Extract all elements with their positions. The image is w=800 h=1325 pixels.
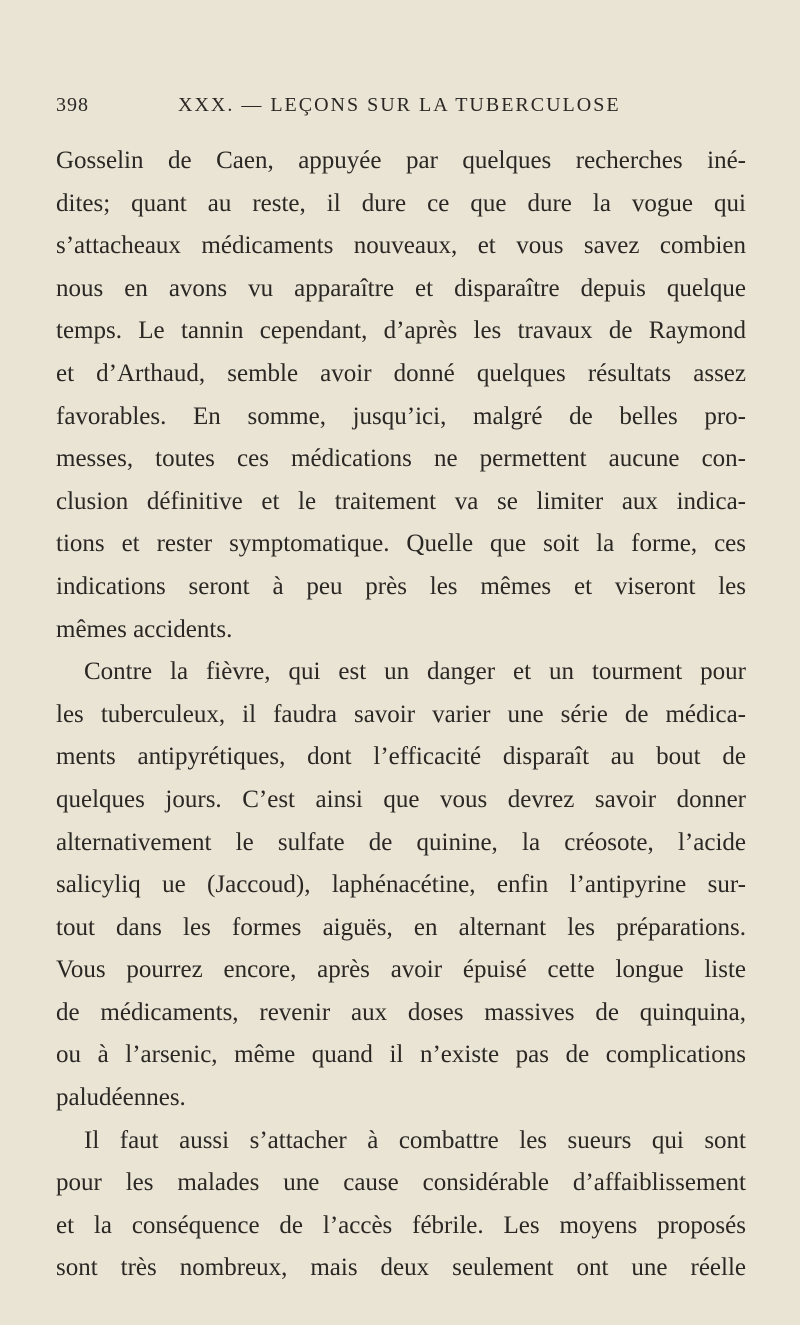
text-line: Il faut aussi s’attacher à combattre les sueurs qui sont bbox=[84, 1126, 746, 1154]
text-line: Contre la fièvre, qui est un danger et un tourment pour bbox=[84, 658, 746, 686]
text-line: Vous pourrez encore, après avoir épuisé cette longue liste bbox=[56, 956, 746, 984]
text-line: ou à l’arsenic, même quand il n’existe pas de complications bbox=[56, 1041, 746, 1069]
text-line: dites; quant au reste, il dure ce que dure la vogue qui bbox=[56, 189, 746, 217]
text-line: tions et rester symptomatique. Quelle que soit la forme, ces bbox=[56, 530, 746, 558]
paragraph-1 bbox=[56, 140, 746, 651]
text-line: s’attacheaux médicaments nouveaux, et vous savez combien bbox=[56, 232, 746, 260]
running-head: XXX. — LEÇONS SUR LA TUBERCULOSE bbox=[178, 94, 621, 116]
text-line: temps. Le tannin cependant, d’après les travaux de Raymond bbox=[56, 317, 746, 345]
text-line: messes, toutes ces médications ne permettent aucune con- bbox=[56, 445, 746, 473]
text-line: salicyliq ue (Jaccoud), laphénacétine, enfin l’antipyrine sur- bbox=[56, 871, 746, 899]
text-line: clusion définitive et le traitement va se limiter aux indica- bbox=[56, 487, 746, 515]
text-line: sont très nombreux, mais deux seulement ont une réelle bbox=[56, 1254, 746, 1282]
text-line: de médicaments, revenir aux doses massives de quinquina, bbox=[56, 998, 746, 1026]
text-line: quelques jours. C’est ainsi que vous devrez savoir donner bbox=[56, 785, 746, 813]
paragraph-3 bbox=[56, 1120, 746, 1290]
text-line: tout dans les formes aiguës, en alternant les préparations. bbox=[56, 913, 746, 941]
body-text bbox=[56, 140, 746, 1290]
text-line: et d’Arthaud, semble avoir donné quelques résultats assez bbox=[56, 359, 746, 387]
text-line: favorables. En somme, jusqu’ici, malgré de belles pro- bbox=[56, 402, 746, 430]
text-line: paludéennes. bbox=[56, 1084, 186, 1112]
text-line: indications seront à peu près les mêmes et viseront les bbox=[56, 572, 746, 600]
text-line: mêmes accidents. bbox=[56, 615, 233, 643]
text-line: Gosselin de Caen, appuyée par quelques recherches iné- bbox=[56, 147, 746, 174]
text-line: nous en avons vu apparaître et disparaître depuis quelque bbox=[56, 274, 746, 302]
text-line: les tuberculeux, il faudra savoir varier une série de médica- bbox=[56, 700, 746, 728]
page-number: 398 bbox=[56, 94, 89, 116]
text-line: alternativement le sulfate de quinine, la créosote, l’acide bbox=[56, 828, 746, 856]
page-header bbox=[56, 94, 746, 120]
text-line: et la conséquence de l’accès fébrile. Les moyens proposés bbox=[56, 1211, 746, 1239]
paragraph-2 bbox=[56, 651, 746, 1120]
text-line: pour les malades une cause considérable d’affaiblissement bbox=[56, 1169, 746, 1197]
text-line: ments antipyrétiques, dont l’efficacité disparaît au bout de bbox=[56, 743, 746, 771]
